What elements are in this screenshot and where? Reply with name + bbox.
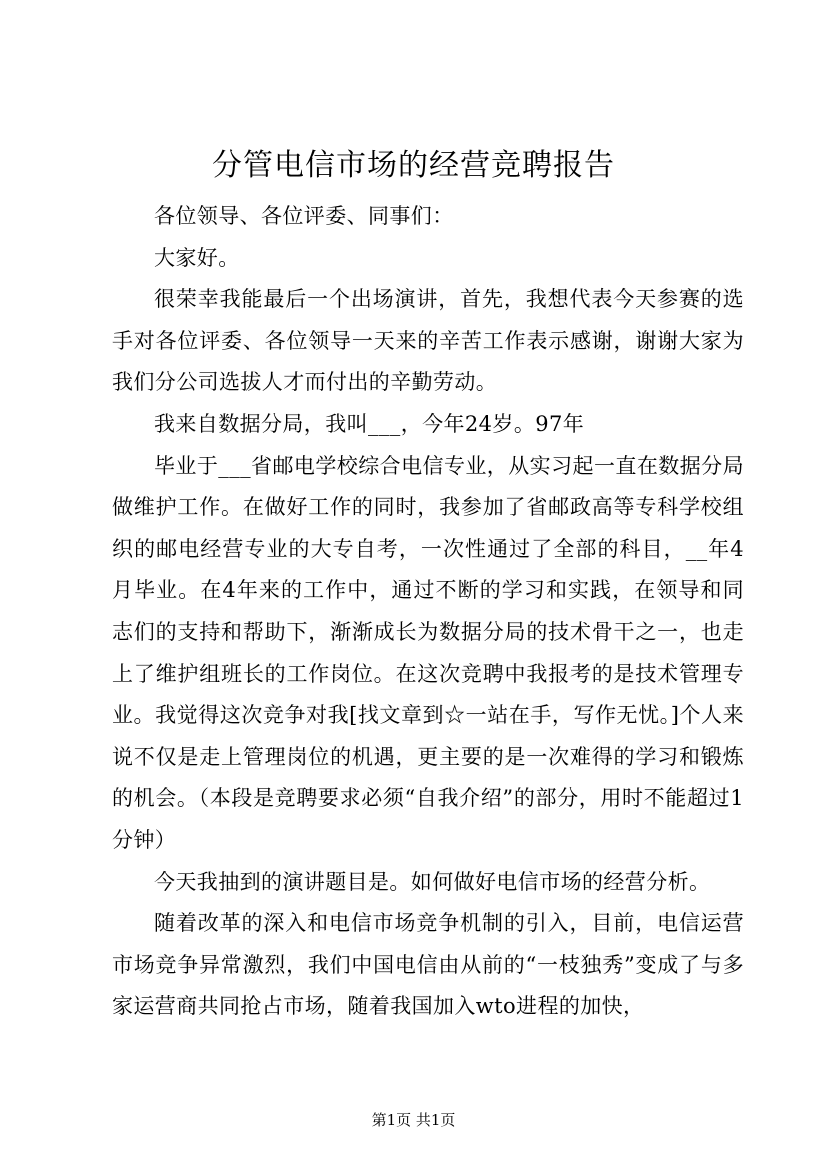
page-number-footer: 第1页 共1页 [371, 1111, 456, 1129]
paragraph-thanks: 很荣幸我能最后一个出场演讲，首先，我想代表今天参赛的选手对各位评委、各位领导一天来的辛苦工作表示感谢，谢谢大家为我们分公司选拔人才而付出的辛勤劳动。 [112, 287, 744, 395]
paragraph-greeting: 各位领导、各位评委、同事们： [154, 204, 454, 228]
paragraph-background: 毕业于___省邮电学校综合电信专业，从实习起一直在数据分局做维护工作。在做好工作的同时，我参加了省邮政高等专科学校组织的邮电经营专业的大专自考，一次性通过了全部的科目，__年4月毕业。在4年来的工作中，通过不断的学习和实践，在领导和同志们的支持和帮助下，渐渐成长为数据分局的技术骨干之一，也走上了维护组班长的工作岗位。在这次竞聘中我报考的是技术管理专业。我觉得这次竞争对我[找文章到☆一站在手，写作无忧。]个人来说不仅是走上管理岗位的机遇，更主要的是一次难得的学习和锻炼的机会。（本段是竞聘要求必须“自我介绍”的部分，用时不能超过1分钟） [112, 453, 744, 852]
document-body [112, 196, 744, 1028]
paragraph-topic: 今天我抽到的演讲题目是。如何做好电信市场的经营分析。 [154, 869, 711, 894]
paragraph-hello: 大家好。 [154, 245, 240, 270]
document-title: 分管电信市场的经营竞聘报告 [212, 148, 615, 183]
paragraph-market: 随着改革的深入和电信市场竞争机制的引入，目前，电信运营市场竞争异常激烈，我们中国电信由从前的“一枝独秀”变成了与多家运营商共同抢占市场，随着我国加入wto进程的加快， [112, 911, 744, 1019]
paragraph-intro: 我来自数据分局，我叫___，今年24岁。97年 [154, 411, 585, 436]
